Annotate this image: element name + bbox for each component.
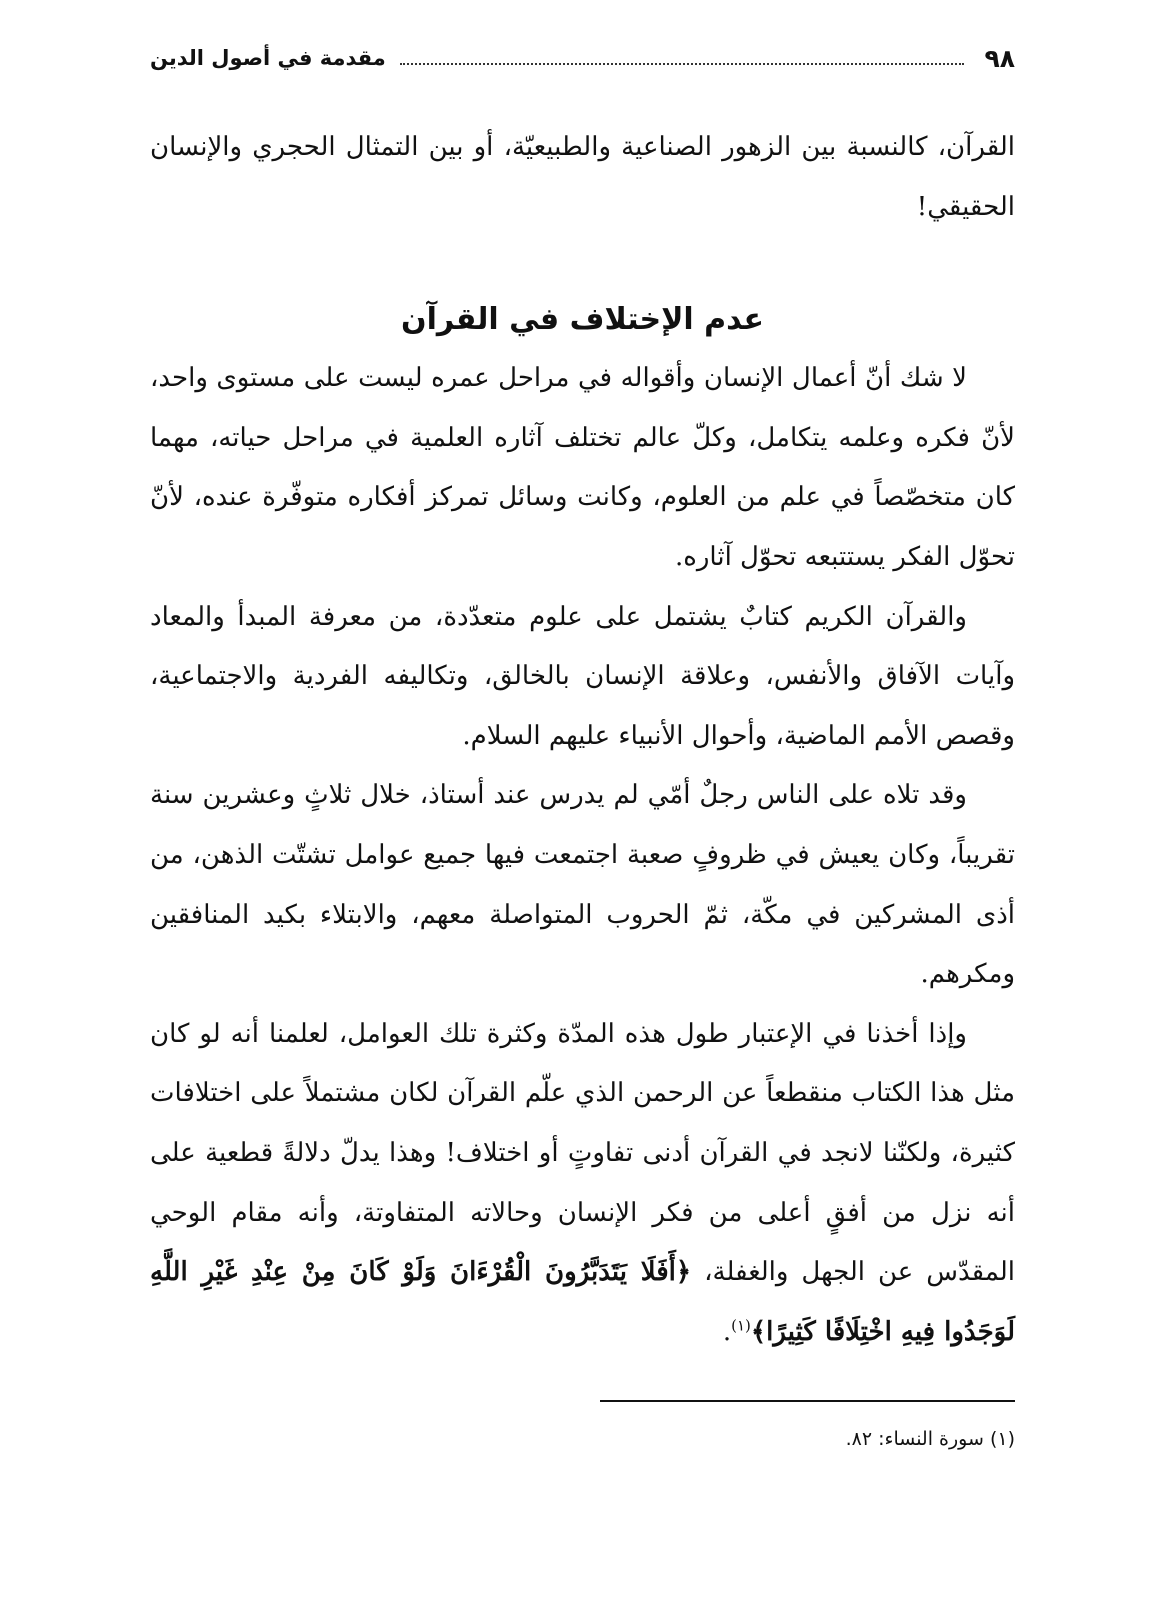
footnote-separator bbox=[600, 1400, 1015, 1402]
body-text bbox=[150, 118, 1015, 1362]
footnote: (١) سورة النساء: ٨٢. bbox=[845, 1428, 1015, 1450]
paragraph-2: والقرآن الكريم كتابٌ يشتمل على علوم متعدّدة، من معرفة المبدأ والمعاد وآيات الآفاق والأنفس، وعلاقة الإنسان بالخالق، وتكاليفه الفردية والاجتماعية، وقصص الأمم الماضية، وأحوال الأنبياء عليهم السلام. bbox=[150, 601, 1015, 751]
paragraph-4 bbox=[150, 1005, 1015, 1363]
intro-paragraph: القرآن، كالنسبة بين الزهور الصناعية والطبيعيّة، أو بين التمثال الحجري والإنسان الحقيقي! bbox=[150, 132, 1015, 222]
paragraph-4-end: . bbox=[722, 1316, 732, 1347]
paragraph-4-text: وإذا أخذنا في الإعتبار طول هذه المدّة وكثرة تلك العوامل، لعلمنا أنه لو كان مثل هذا الكتاب منقطعاً عن الرحمن الذي علّم القرآن لكان مشتملاً على اختلافات كثيرة، ولكنّنا لانجد في القرآن أدنى تفاوتٍ أو اختلاف! وهذا يدلّ دلالةً قطعية على أنه نزل من أفقٍ أعلى من فكر الإنسان وحالاته المتفاوتة، وأنه مقام الوحي المقدّس عن الجهل والغفلة، bbox=[150, 1018, 1015, 1288]
footnote-marker: (١) bbox=[731, 1316, 751, 1335]
page-number: ٩٨ bbox=[984, 43, 1015, 73]
section-title: عدم الإختلاف في القرآن bbox=[401, 302, 764, 338]
quran-verse: ﴿أَفَلَا يَتَدَبَّرُونَ الْقُرْءَانَ وَلَوْ كَانَ مِنْ عِنْدِ غَيْرِ اللَّهِ لَوَجَدُوا فِيهِ اخْتِلَافًا كَثِيرًا﴾ bbox=[150, 1257, 1015, 1347]
book-page bbox=[150, 0, 1015, 1618]
header-dotted-leader bbox=[400, 63, 965, 65]
paragraph-1: لا شك أنّ أعمال الإنسان وأقواله في مراحل عمره ليست على مستوى واحد، لأنّ فكره وعلمه يتكامل، وكلّ عالم تختلف آثاره العلمية في مراحل حياته، مهما كان متخصّصاً في علم من العلوم، وكانت وسائل تمركز أفكاره متوفّرة عنده، لأنّ تحوّل الفكر يستتبعه تحوّل آثاره. bbox=[150, 363, 1015, 572]
book-title: مقدمة في أصول الدين bbox=[150, 46, 386, 70]
paragraph-3: وقد تلاه على الناس رجلٌ أمّي لم يدرس عند أستاذ، خلال ثلاثٍ وعشرين سنة تقريباً، وكان يعيش في ظروفٍ صعبة اجتمعت فيها جميع عوامل تشتّت الذهن، من أذى المشركين في مكّة، ثمّ الحروب المتواصلة معهم، والابتلاء بكيد المنافقين ومكرهم. bbox=[150, 780, 1015, 990]
running-header bbox=[150, 38, 1015, 78]
